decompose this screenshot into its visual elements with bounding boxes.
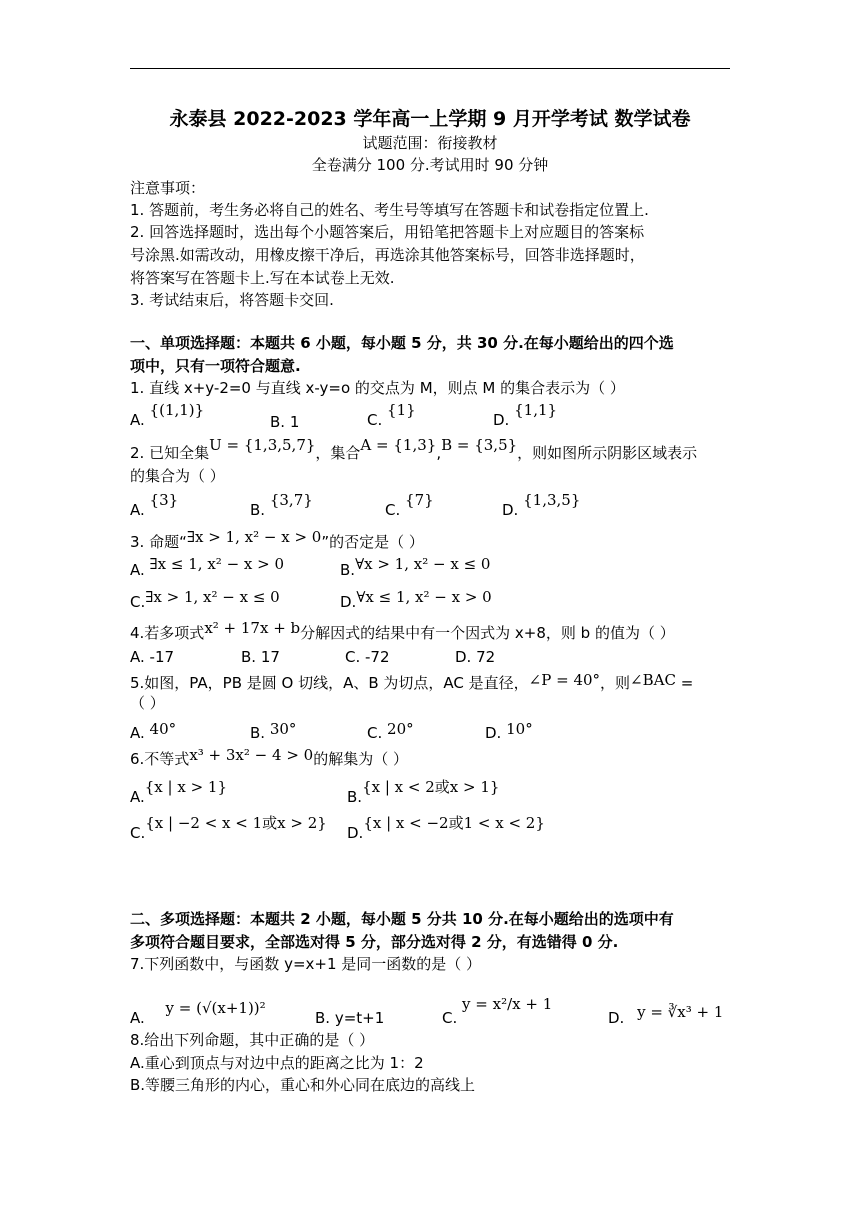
exam-scope: 试题范围：衔接教材 xyxy=(362,134,498,152)
q1-option-d: D. {1,1} xyxy=(493,401,558,429)
note-2-line-1: 2. 回答选择题时，选出每个小题答案后，用铅笔把答题卡上对应题目的答案标 xyxy=(130,223,645,241)
q4-stem: 4.若多项式x² + 17x + b分解因式的结果中有一个因式为 x+8，则 b 的值为（ ） xyxy=(130,619,675,642)
q7-option-b: B. y=t+1 xyxy=(315,1009,385,1027)
q5-stem-line-2: （ ） xyxy=(130,694,165,712)
note-1: 1. 答题前，考生务必将自己的姓名、考生号等填写在答题卡和试卷指定位置上. xyxy=(130,201,649,219)
page-title: 永泰县 2022-2023 学年高一上学期 9 月开学考试 数学试卷 xyxy=(169,108,691,130)
q2-stem-line-2: 的集合为（ ） xyxy=(130,467,225,485)
note-3: 3. 考试结束后，将答题卡交回. xyxy=(130,291,334,309)
q7-option-a: A. y = (√(x+1))² xyxy=(130,999,266,1027)
q2-option-c: C. {7} xyxy=(385,491,434,519)
q5-option-a: A. 40° xyxy=(130,720,177,742)
q6-stem: 6.不等式x³ + 3x² − 4 > 0的解集为（ ） xyxy=(130,746,408,768)
q5-stem-line-1: 5.如图，PA，PB 是圆 O 切线，A、B 为切点，AC 是直径，∠P = 40°，则∠BAC = xyxy=(130,671,694,692)
q1-stem: 1. 直线 x+y-2=0 与直线 x-y=o 的交点为 M，则点 M 的集合表示为（ ） xyxy=(130,379,625,397)
q4-option-c: C. -72 xyxy=(345,648,390,666)
note-2-line-3: 将答案写在答题卡上.写在本试卷上无效. xyxy=(130,269,395,287)
q4-option-d: D. 72 xyxy=(455,648,496,666)
q5-option-b: B. 30° xyxy=(250,720,297,742)
note-2-line-2: 号涂黑.如需改动，用橡皮擦干净后，再选涂其他答案标号，回答非选择题时， xyxy=(130,246,645,264)
q6-option-c: C.{x | −2 < x < 1或x > 2} xyxy=(130,814,327,842)
q4-option-b: B. 17 xyxy=(241,648,280,666)
q1-option-a: A. {(1,1)} xyxy=(130,401,205,429)
q3-option-a: A. ∃x ≤ 1, x² − x > 0 xyxy=(130,555,285,579)
q1-option-b: B. 1 xyxy=(270,413,300,431)
q6-option-d: D.{x | x < −2或1 < x < 2} xyxy=(347,814,545,842)
q5-option-c: C. 20° xyxy=(367,720,414,742)
q5-option-d: D. 10° xyxy=(485,720,533,742)
q2-option-d: D. {1,3,5} xyxy=(502,491,581,519)
q8-option-b: B.等腰三角形的内心，重心和外心同在底边的高线上 xyxy=(130,1076,476,1094)
q6-option-a: A.{x | x > 1} xyxy=(130,778,228,806)
section1-heading-line-2: 项中，只有一项符合题意. xyxy=(130,357,301,375)
exam-score-time: 全卷满分 100 分.考试用时 90 分钟 xyxy=(311,156,549,174)
q8-stem: 8.给出下列命题，其中正确的是（ ） xyxy=(130,1031,375,1049)
q3-option-c: C.∃x > 1, x² − x ≤ 0 xyxy=(130,588,280,611)
q7-stem: 7.下列函数中，与函数 y=x+1 是同一函数的是（ ） xyxy=(130,955,482,973)
q7-option-c: C. y = x²/x + 1 xyxy=(442,995,553,1027)
notes-heading: 注意事项： xyxy=(130,179,206,197)
section2-heading-line-2: 多项符合题目要求，全部选对得 5 分，部分选对得 2 分，有选错得 0 分. xyxy=(130,933,619,951)
q8-option-a: A.重心到顶点与对边中点的距离之比为 1：2 xyxy=(130,1054,424,1072)
q6-option-b: B.{x | x < 2或x > 1} xyxy=(347,778,500,806)
section2-heading-line-1: 二、多项选择题：本题共 2 小题，每小题 5 分共 10 分.在每小题给出的选项中有 xyxy=(130,910,674,928)
q2-option-b: B. {3,7} xyxy=(250,491,313,519)
q1-option-c: C. {1} xyxy=(367,401,416,429)
q3-option-d: D.∀x ≤ 1, x² − x > 0 xyxy=(340,588,492,611)
q3-stem: 3. 命题“∃x > 1, x² − x > 0”的否定是（ ） xyxy=(130,528,424,551)
q7-option-d: D. y = ∛x³ + 1 xyxy=(608,1003,724,1027)
q2-option-a: A. {3} xyxy=(130,491,179,519)
top-rule xyxy=(130,68,730,69)
section1-heading-line-1: 一、单项选择题：本题共 6 小题，每小题 5 分，共 30 分.在每小题给出的四个选 xyxy=(130,334,674,352)
q3-option-b: B.∀x > 1, x² − x ≤ 0 xyxy=(340,555,491,579)
q4-option-a: A. -17 xyxy=(130,648,175,666)
q2-stem-line-1: 2. 已知全集U = {1,3,5,7}，集合A = {1,3},B = {3,5}，则如图所示阴影区域表示 xyxy=(130,436,698,462)
